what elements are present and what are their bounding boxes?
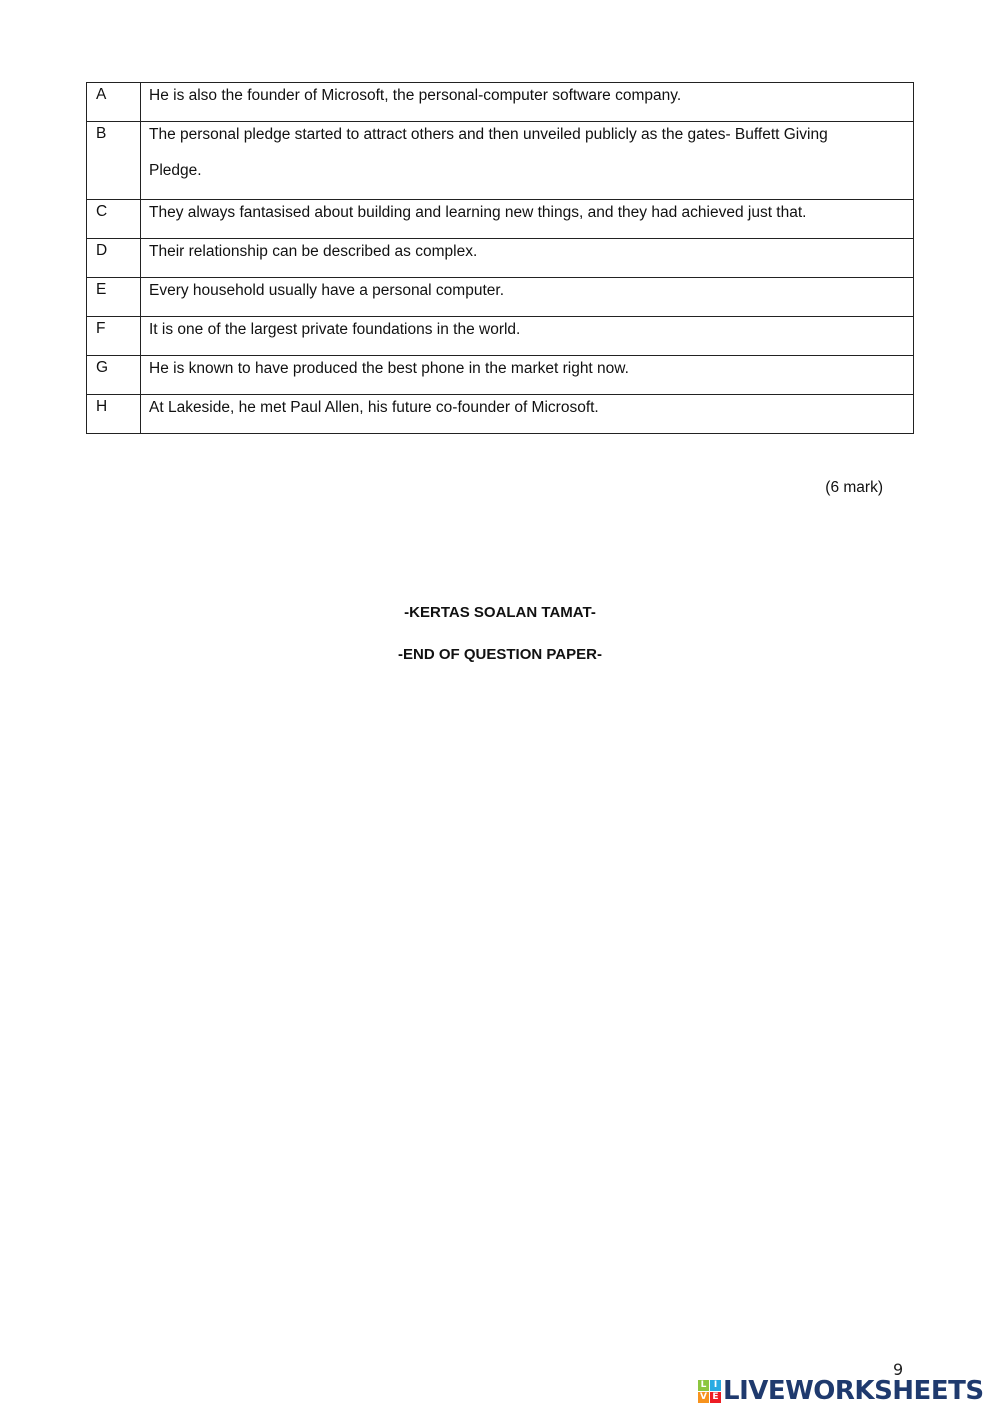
logo-grid-icon xyxy=(698,1380,721,1403)
option-text: They always fantasised about building and learning new things, and they had achieved just that. xyxy=(141,200,914,239)
options-table xyxy=(86,82,914,434)
option-letter: A xyxy=(87,83,141,122)
option-text: It is one of the largest private foundations in the world. xyxy=(141,317,914,356)
option-letter: B xyxy=(87,122,141,200)
liveworksheets-logo xyxy=(698,1378,984,1404)
option-text xyxy=(141,122,914,200)
option-text-line: Pledge. xyxy=(149,162,202,179)
logo-text: LIVEWORKSHEETS xyxy=(723,1376,984,1406)
option-row-a xyxy=(87,83,914,122)
end-notice-malay: -KERTAS SOALAN TAMAT- xyxy=(404,604,596,621)
option-letter: C xyxy=(87,200,141,239)
marks-label: (6 mark) xyxy=(825,479,883,496)
option-row-f xyxy=(87,317,914,356)
option-letter: D xyxy=(87,239,141,278)
option-text: He is known to have produced the best phone in the market right now. xyxy=(141,356,914,395)
option-row-c xyxy=(87,200,914,239)
logo-grid-cell: I xyxy=(710,1380,721,1391)
option-text: At Lakeside, he met Paul Allen, his future co-founder of Microsoft. xyxy=(141,395,914,434)
option-text: Their relationship can be described as complex. xyxy=(141,239,914,278)
logo-grid-cell: V xyxy=(698,1392,709,1403)
option-letter: H xyxy=(87,395,141,434)
option-row-d xyxy=(87,239,914,278)
option-row-e xyxy=(87,278,914,317)
logo-grid-cell: E xyxy=(710,1392,721,1403)
option-row-h xyxy=(87,395,914,434)
option-row-g xyxy=(87,356,914,395)
end-notice-english: -END OF QUESTION PAPER- xyxy=(398,646,602,663)
option-letter: E xyxy=(87,278,141,317)
option-text: He is also the founder of Microsoft, the personal-computer software company. xyxy=(141,83,914,122)
logo-grid-cell: L xyxy=(698,1380,709,1391)
option-letter: F xyxy=(87,317,141,356)
option-text: Every household usually have a personal computer. xyxy=(141,278,914,317)
option-row-b xyxy=(87,122,914,200)
option-letter: G xyxy=(87,356,141,395)
option-text-line: The personal pledge started to attract others and then unveiled publicly as the gates- Buffett Giving xyxy=(149,126,828,143)
page-number: 9 xyxy=(893,1360,904,1379)
